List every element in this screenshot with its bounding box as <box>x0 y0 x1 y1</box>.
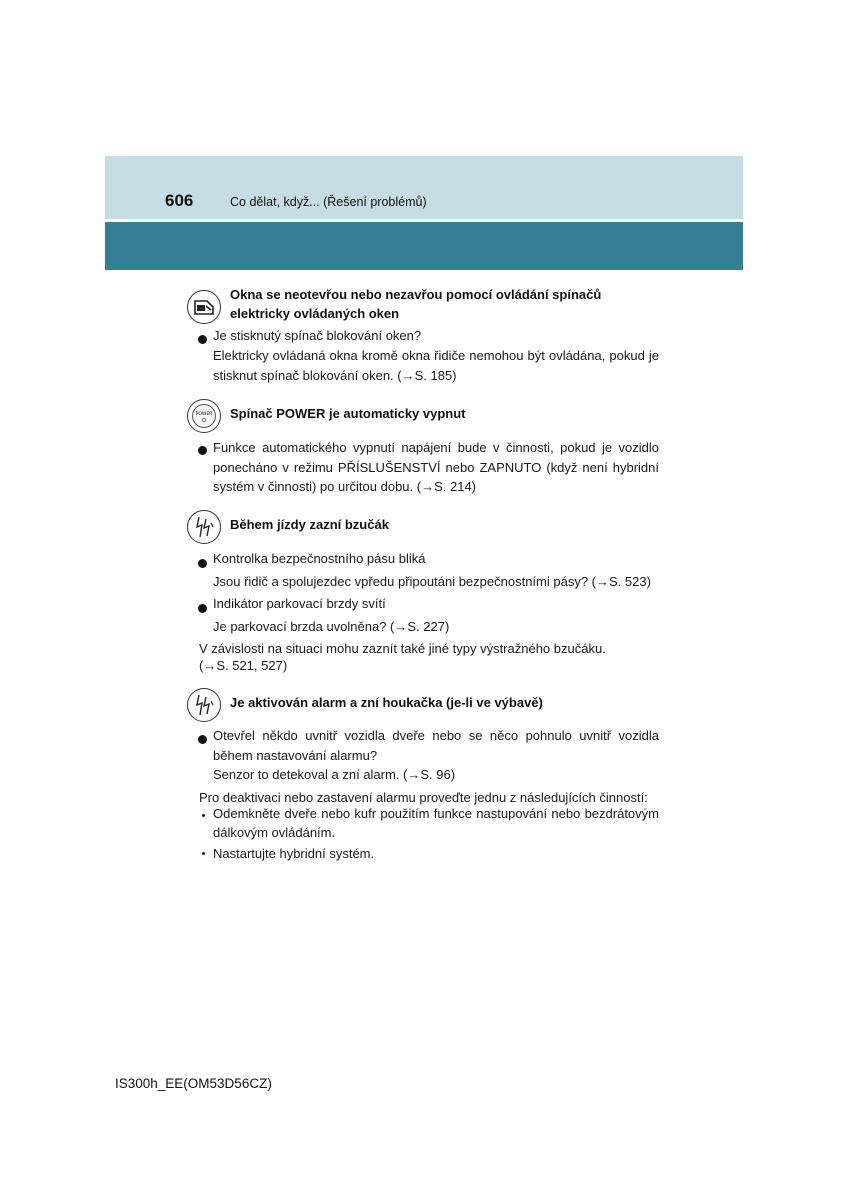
question-text: Kontrolka bezpečnostního pásu bliká <box>213 551 426 566</box>
list-bullet <box>202 852 205 855</box>
bullet <box>198 559 207 568</box>
note-text: V závislosti na situaci mohu zaznít také jiné typy výstražného bzučáku. <box>199 641 606 656</box>
bullet <box>198 335 207 344</box>
buzzer-icon <box>187 510 221 544</box>
page-number: 606 <box>165 191 194 210</box>
alarm-icon <box>187 688 221 722</box>
list-item: Nastartujte hybridní systém. <box>213 846 375 861</box>
question-text: Indikátor parkovací brzdy svítí <box>213 596 386 611</box>
answer-text: Je parkovací brzda uvolněna? (→S. 227) <box>213 619 450 634</box>
list-item: Odemkněte dveře nebo kufr použitím funkce nastupování nebo bezdrátovým dálkovým ovládáním. <box>213 806 659 840</box>
section-title-windows: Okna se neotevřou nebo nezavřou pomocí ovládání spínačů elektricky ovládaných oken <box>230 287 602 321</box>
section-title-buzzer: Během jízdy zazní bzučák <box>230 517 389 532</box>
question-text: Je stisknutý spínač blokování oken? <box>213 328 422 343</box>
window-switch-icon <box>187 290 221 324</box>
section-title-power: Spínač POWER je automaticky vypnut <box>230 406 466 421</box>
power-button-icon <box>187 399 221 433</box>
answer-text: Elektricky ovládaná okna kromě okna řidiče nemohou být ovládána, pokud je stisknut spínač blokování oken. (→S. 185) <box>213 348 659 383</box>
note-text: (→S. 521, 527) <box>199 658 288 673</box>
list-bullet <box>202 814 205 817</box>
bullet <box>198 446 207 455</box>
page-header-title: Co dělat, když... (Řešení problémů) <box>230 195 427 209</box>
power-icon-label: POWER <box>195 412 213 417</box>
question-text: Otevřel někdo uvnitř vozidla dveře nebo se něco pohnulo uvnitř vozidla během nastavování alarmu? <box>213 728 659 763</box>
bullet <box>198 604 207 613</box>
model-code: IS300h_EE(OM53D56CZ) <box>115 1076 272 1091</box>
section-band <box>105 222 743 270</box>
bullet <box>198 735 207 744</box>
section-title-alarm: Je aktivován alarm a zní houkačka (je-li ve výbavě) <box>230 695 543 710</box>
answer-text: Funkce automatického vypnutí napájení bude v činnosti, pokud je vozidlo ponecháno v režimu PŘÍSLUŠENSTVÍ nebo ZAPNUTO (když není hybridní systém v činnosti) po určitou dobu. (→S. 214) <box>213 440 659 494</box>
answer-text: Senzor to detekoval a zní alarm. (→S. 96) <box>213 767 456 782</box>
intro-text: Pro deaktivaci nebo zastavení alarmu proveďte jednu z následujících činností: <box>199 790 648 805</box>
header-band <box>105 156 743 219</box>
answer-text: Jsou řidič a spolujezdec vpředu připoutáni bezpečnostními pásy? (→S. 523) <box>213 574 651 589</box>
